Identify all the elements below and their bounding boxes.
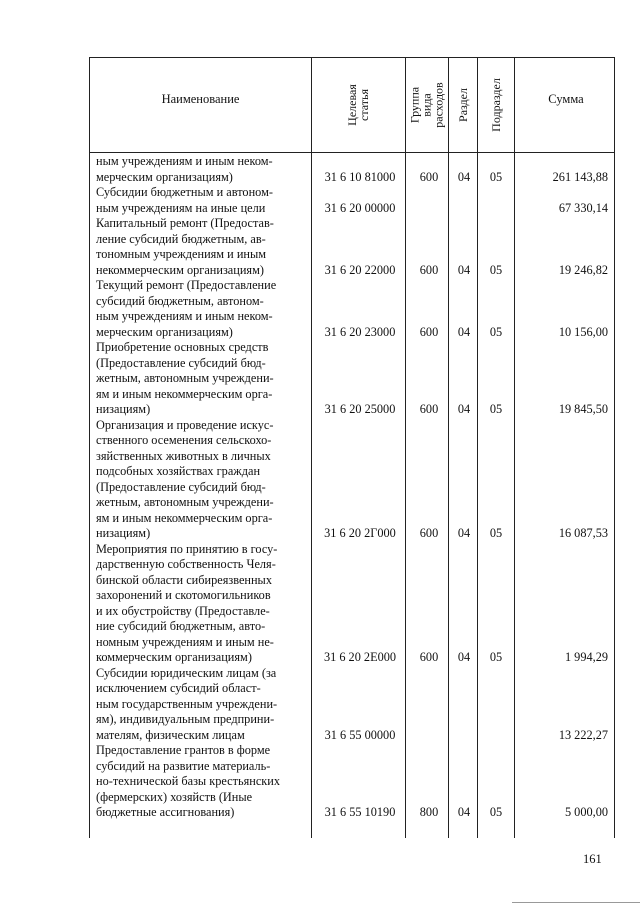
footer-rule xyxy=(512,902,640,903)
table-row xyxy=(90,743,614,821)
row-subsection: 05 xyxy=(489,805,503,819)
row-name-line: Текущий ремонт (Предоставление xyxy=(96,278,277,292)
row-sum: 67 330,14 xyxy=(558,200,608,215)
row-code: 31 6 55 10190 xyxy=(324,805,396,819)
row-name-line: коммерческим организациям) xyxy=(96,650,252,664)
row-name-line: (фермерских) хозяйств (Иные xyxy=(96,789,253,804)
row-subsection: 05 xyxy=(489,402,503,416)
row-name-line: ям и иным некоммерческим орга- xyxy=(96,386,273,401)
row-name-line: ние субсидий бюджетным, авто- xyxy=(96,619,266,633)
header-group-cell xyxy=(405,60,448,150)
row-section: 04 xyxy=(457,805,471,819)
row-name-line: зяйственных животных в личных xyxy=(96,448,271,463)
row-name-line: низациям) xyxy=(96,402,151,416)
header-group: Группа вида расходов xyxy=(407,82,446,128)
row-name-line: Мероприятия по принятию в госу- xyxy=(96,541,278,556)
row-name-line: ным государственным учреждени- xyxy=(96,696,278,711)
row-name-line: мерческим организациям) xyxy=(96,324,233,339)
row-name-line: бюджетные ассигнования) xyxy=(96,805,235,819)
row-code: 31 6 10 81000 xyxy=(324,169,396,184)
row-name xyxy=(96,154,307,185)
row-code: 31 6 20 22000 xyxy=(324,262,396,277)
row-sum: 13 222,27 xyxy=(558,727,608,742)
row-name-line: ственного осеменения сельскохо- xyxy=(96,433,272,447)
header-sum: Сумма xyxy=(548,92,584,106)
row-name-line: исключением субсидий област- xyxy=(96,681,261,695)
row-name-line: бинской области сибиреязвенных xyxy=(96,572,272,587)
row-name xyxy=(96,743,307,821)
header-code: Целевая статья xyxy=(345,84,371,126)
row-code: 31 6 20 25000 xyxy=(324,402,396,416)
row-sum: 19 845,50 xyxy=(558,402,608,416)
row-name xyxy=(96,185,307,216)
row-subsection: 05 xyxy=(489,526,503,540)
row-name-line: жетным, автономным учреждени- xyxy=(96,371,274,385)
row-name-line: ление субсидий бюджетным, ав- xyxy=(96,231,266,246)
row-sum: 16 087,53 xyxy=(558,526,608,540)
row-code: 31 6 20 23000 xyxy=(324,324,396,339)
row-name xyxy=(96,418,307,542)
row-group: 600 xyxy=(419,526,439,540)
row-name-line: Капитальный ремонт (Предостав- xyxy=(96,216,274,230)
row-section: 04 xyxy=(457,650,471,664)
row-section: 04 xyxy=(457,169,471,184)
budget-table xyxy=(89,57,615,838)
row-name-line: мателям, физическим лицам xyxy=(96,727,245,742)
row-name-line: ным учреждениям и иным неком- xyxy=(96,154,273,168)
row-sum: 19 246,82 xyxy=(558,262,608,277)
row-code: 31 6 20 2Г000 xyxy=(324,526,396,540)
row-name xyxy=(96,278,307,340)
row-name-line: жетным, автономным учреждени- xyxy=(96,495,274,509)
row-name-line: и их обустройству (Предоставле- xyxy=(96,603,270,618)
row-name-line: ным учреждениям и иным неком- xyxy=(96,309,273,323)
row-code: 31 6 20 00000 xyxy=(324,200,396,215)
row-name-line: Организация и проведение искус- xyxy=(96,417,274,432)
row-group: 800 xyxy=(419,805,439,819)
table-row xyxy=(90,340,614,418)
row-name-line: но-технической базы крестьянских xyxy=(96,774,280,788)
row-code: 31 6 20 2Е000 xyxy=(323,650,397,664)
row-subsection: 05 xyxy=(489,324,503,339)
row-group: 600 xyxy=(419,262,439,277)
row-name xyxy=(96,340,307,418)
header-code-cell xyxy=(311,60,405,150)
row-name-line: Субсидии юридическим лицам (за xyxy=(96,665,277,680)
row-name-line: Приобретение основных средств xyxy=(96,340,269,354)
table-row xyxy=(90,666,614,744)
header-section: Раздел xyxy=(455,88,470,122)
row-section: 04 xyxy=(457,262,471,277)
header-name: Наименование xyxy=(161,92,240,106)
row-subsection: 05 xyxy=(489,262,503,277)
row-name-line: Предоставление грантов в форме xyxy=(96,743,271,757)
row-group: 600 xyxy=(419,324,439,339)
row-name-line: некоммерческим организациям) xyxy=(96,262,264,277)
header-subsection: Подраздел xyxy=(488,78,503,132)
row-name-line: субсидий бюджетным, автоном- xyxy=(96,293,264,308)
row-name-line: номным учреждениям и иным не- xyxy=(96,634,274,649)
row-sum: 1 994,29 xyxy=(564,650,608,664)
row-group: 600 xyxy=(419,402,439,416)
row-name-line: ям и иным некоммерческим орга- xyxy=(96,510,273,525)
row-group: 600 xyxy=(419,169,439,184)
row-name-line: захоронений и скотомогильников xyxy=(96,588,271,602)
table-row xyxy=(90,185,614,216)
row-code: 31 6 55 00000 xyxy=(324,727,396,742)
row-name xyxy=(96,216,307,278)
row-name xyxy=(96,666,307,744)
header-divider xyxy=(90,152,614,153)
row-name-line: субсидий на развитие материаль- xyxy=(96,758,271,773)
row-name-line: дарственную собственность Челя- xyxy=(96,557,276,571)
row-name xyxy=(96,542,307,666)
header-subsection-cell xyxy=(477,60,514,150)
table-row xyxy=(90,216,614,278)
row-name-line: низациям) xyxy=(96,526,151,540)
table-row xyxy=(90,542,614,666)
row-name-line: мерческим организациям) xyxy=(96,169,233,184)
row-name-line: Субсидии бюджетным и автоном- xyxy=(96,185,273,199)
row-sum: 5 000,00 xyxy=(564,805,608,819)
row-name-line: ям), индивидуальным предприни- xyxy=(96,712,275,726)
header-section-cell xyxy=(448,60,477,150)
table-row xyxy=(90,418,614,542)
page-number: 161 xyxy=(583,852,602,866)
row-sum: 261 143,88 xyxy=(552,169,608,184)
row-name-line: ным учреждениям на иные цели xyxy=(96,200,266,215)
row-name-line: (Предоставление субсидий бюд- xyxy=(96,479,266,494)
row-subsection: 05 xyxy=(489,169,503,184)
table-row xyxy=(90,154,614,185)
row-group: 600 xyxy=(419,650,439,664)
row-section: 04 xyxy=(457,402,471,416)
row-name-line: подсобных хозяйствах граждан xyxy=(96,464,261,478)
row-section: 04 xyxy=(457,526,471,540)
row-name-line: тономным учреждениям и иным xyxy=(96,247,267,261)
row-subsection: 05 xyxy=(489,650,503,664)
row-sum: 10 156,00 xyxy=(558,324,608,339)
row-name-line: (Предоставление субсидий бюд- xyxy=(96,355,266,370)
table-row xyxy=(90,278,614,340)
row-section: 04 xyxy=(457,324,471,339)
